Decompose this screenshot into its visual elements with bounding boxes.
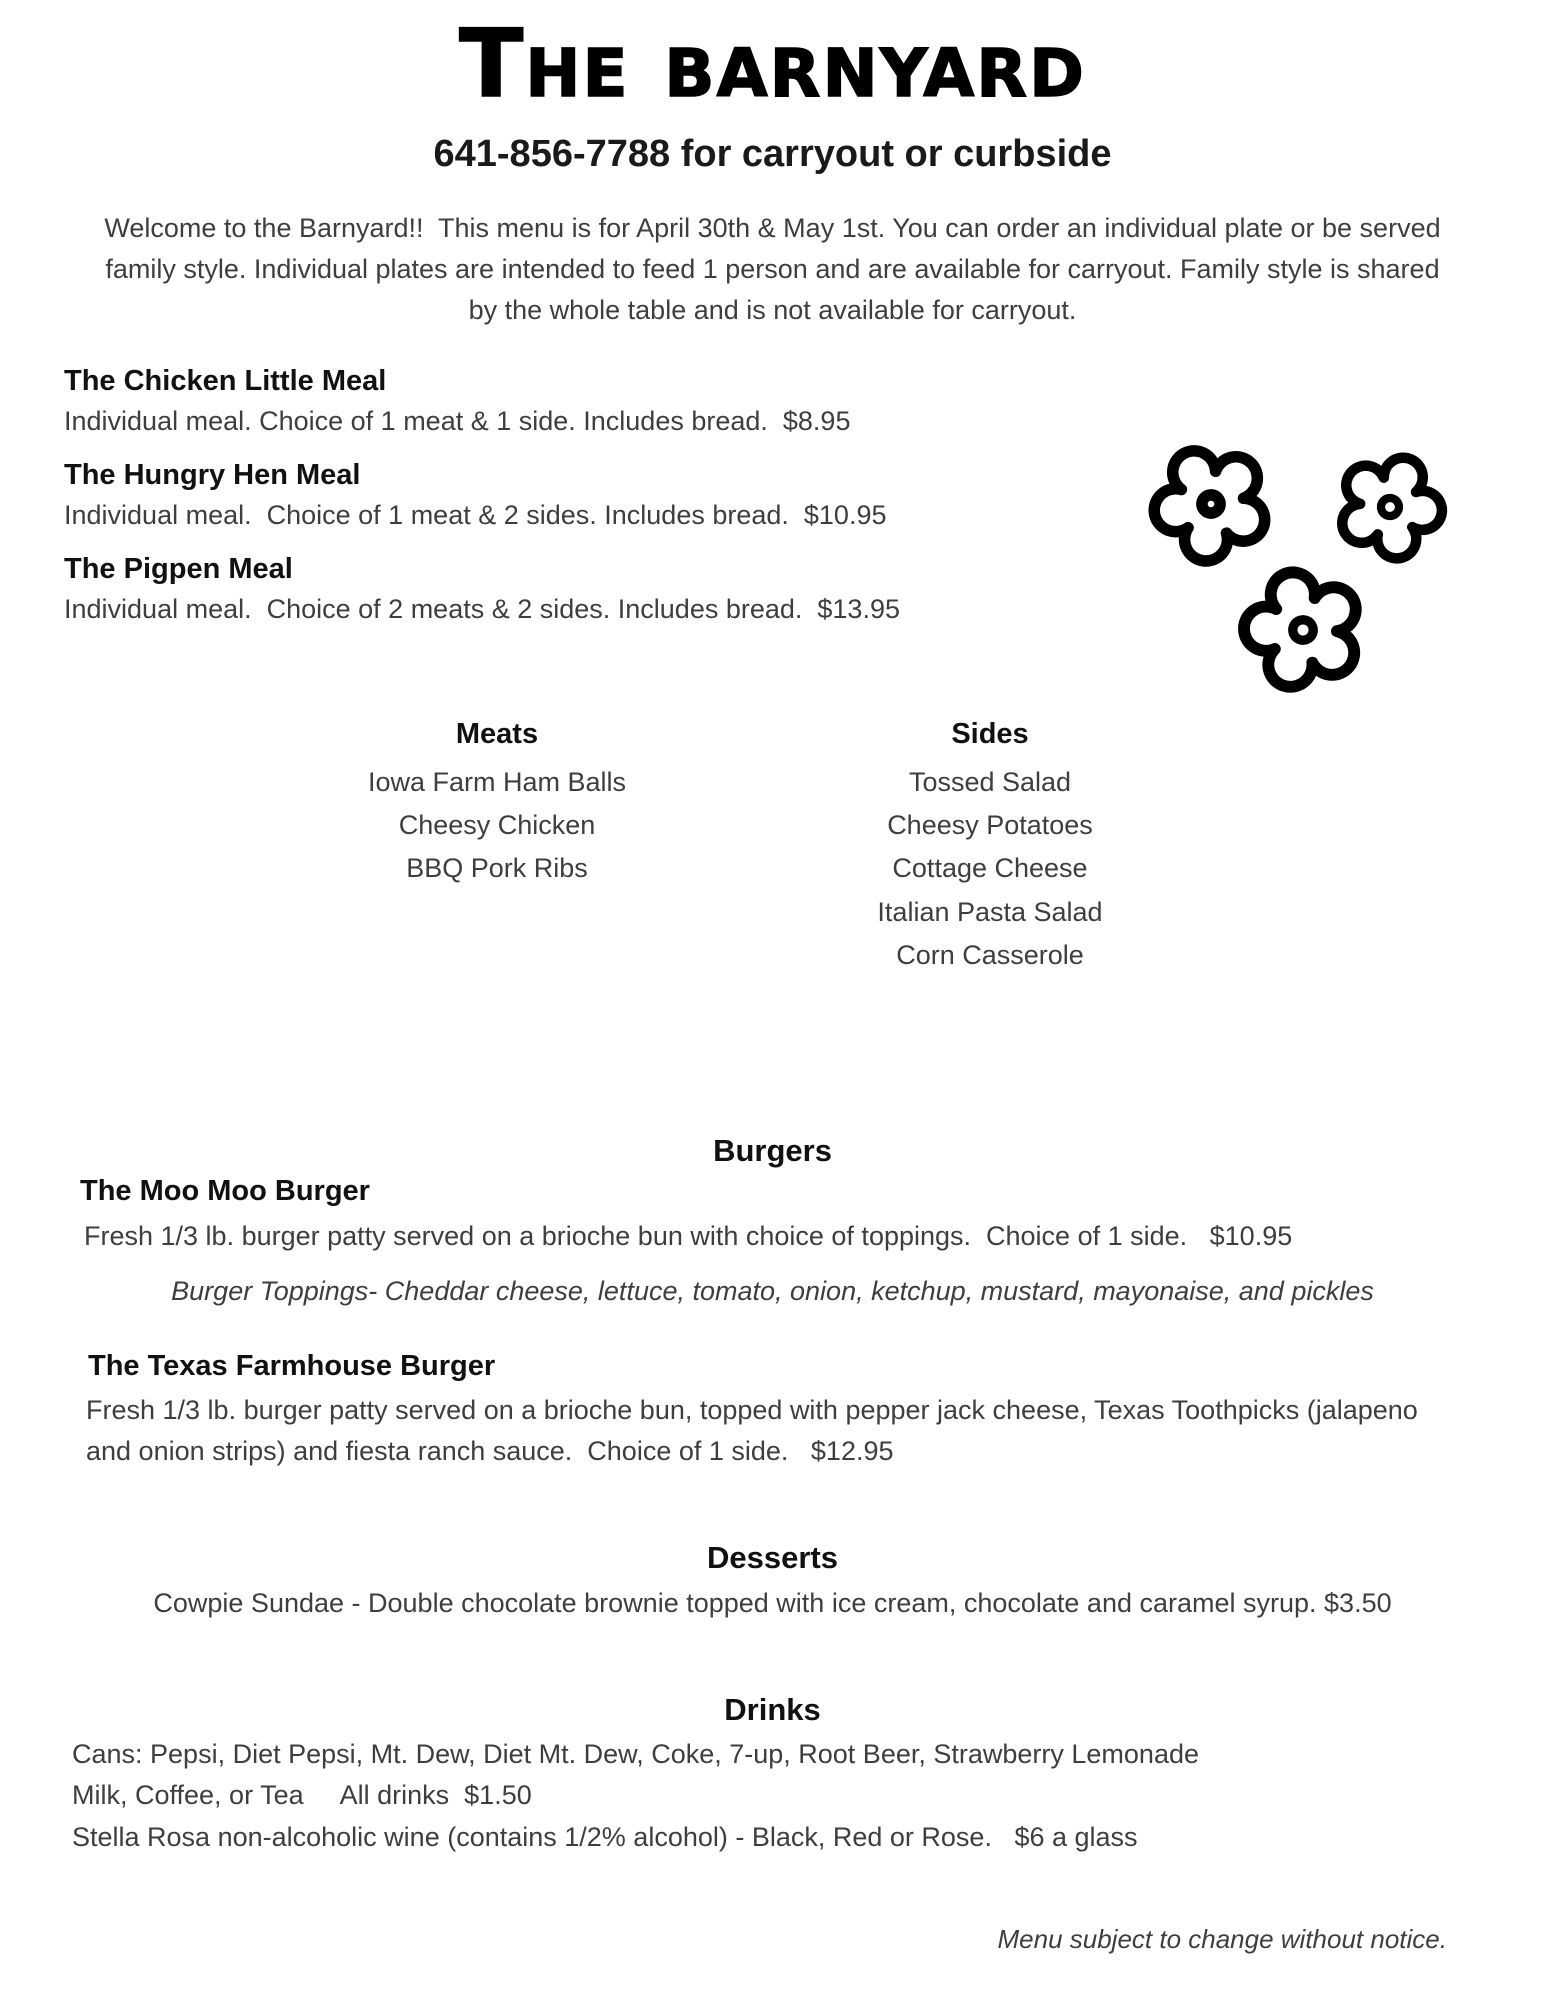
meat-item: Iowa Farm Ham Balls [367, 767, 627, 797]
meal-name: The Hungry Hen Meal [64, 459, 361, 491]
meats-sides-columns [277, 718, 1230, 977]
drinks-list [72, 1734, 1502, 1858]
meat-item: BBQ Pork Ribs [406, 853, 588, 884]
burger-name-texas-farmhouse: The Texas Farmhouse Burger [88, 1350, 496, 1382]
meal-description: Individual meal. Choice of 1 meat & 1 side. Includes bread. $8.95 [64, 406, 851, 436]
burger-description-texas-farmhouse: Fresh 1/3 lb. burger patty served on a brioche bun, topped with pepper jack cheese, Texas Toothpicks (jalapeno and onion strips) and fiesta ranch sauce. Choice of 1 side. $12.95 [86, 1395, 1426, 1466]
meals-list [64, 365, 1094, 647]
side-item: Corn Casserole [896, 939, 1084, 970]
meal-name: The Pigpen Meal [64, 553, 293, 585]
welcome-text: Welcome to the Barnyard!! This menu is for April 30th & May 1st. You can order an individual plate or be served family style. Individual plates are intended to feed 1 person and are available for carryout. Family style is shared by the whole table and is not available for carryout. [104, 213, 1449, 326]
drinks-heading: Drinks [724, 1692, 821, 1727]
meal-pigpen [64, 553, 1094, 625]
side-item: Tossed Salad [908, 767, 1072, 797]
flower-icon [1148, 446, 1273, 568]
side-item: Cottage Cheese [892, 853, 1088, 884]
drink-line-stella-rosa: Stella Rosa non-alcoholic wine (contains 1/2% alcohol) - Black, Red or Rose. $6 a glass [72, 1821, 1138, 1852]
side-item: Cheesy Potatoes [887, 810, 1093, 841]
desserts-heading: Desserts [707, 1540, 838, 1575]
restaurant-name: The barnyard [459, 10, 1086, 119]
side-item: Italian Pasta Salad [877, 896, 1103, 927]
burger-toppings-note: Burger Toppings- Cheddar cheese, lettuce, tomato, onion, ketchup, mustard, mayonaise, and pickles [171, 1276, 1374, 1306]
meal-description: Individual meal. Choice of 1 meat & 2 sides. Includes bread. $10.95 [64, 500, 887, 530]
footer-disclaimer: Menu subject to change without notice. [997, 1924, 1447, 1954]
flower-doodles [1128, 432, 1488, 717]
flower-icon [1229, 562, 1375, 705]
sides-heading: Sides [951, 718, 1029, 750]
meats-column [277, 718, 717, 977]
meal-hungry-hen [64, 459, 1094, 531]
meal-name: The Chicken Little Meal [64, 365, 387, 397]
flower-icon [1331, 452, 1450, 569]
phone-line: 641-856-7788 for carryout or curbside [433, 133, 1112, 175]
sides-column [750, 718, 1230, 977]
drink-line-milk-coffee-tea: Milk, Coffee, or Tea All drinks $1.50 [72, 1780, 532, 1811]
meal-description: Individual meal. Choice of 2 meats & 2 sides. Includes bread. $13.95 [64, 594, 900, 624]
meal-chicken-little [64, 365, 1094, 437]
meats-heading: Meats [455, 718, 539, 750]
dessert-item: Cowpie Sundae - Double chocolate brownie topped with ice cream, chocolate and caramel syrup. $3.50 [153, 1588, 1392, 1618]
burgers-heading: Burgers [713, 1133, 832, 1168]
drink-line-cans: Cans: Pepsi, Diet Pepsi, Mt. Dew, Diet Mt. Dew, Coke, 7-up, Root Beer, Strawberry Lemonade [72, 1739, 1199, 1769]
meat-item: Cheesy Chicken [398, 810, 596, 841]
burger-description-moo-moo: Fresh 1/3 lb. burger patty served on a brioche bun with choice of toppings. Choice of 1 side. $10.95 [84, 1221, 1293, 1251]
burger-name-moo-moo: The Moo Moo Burger [80, 1175, 370, 1207]
